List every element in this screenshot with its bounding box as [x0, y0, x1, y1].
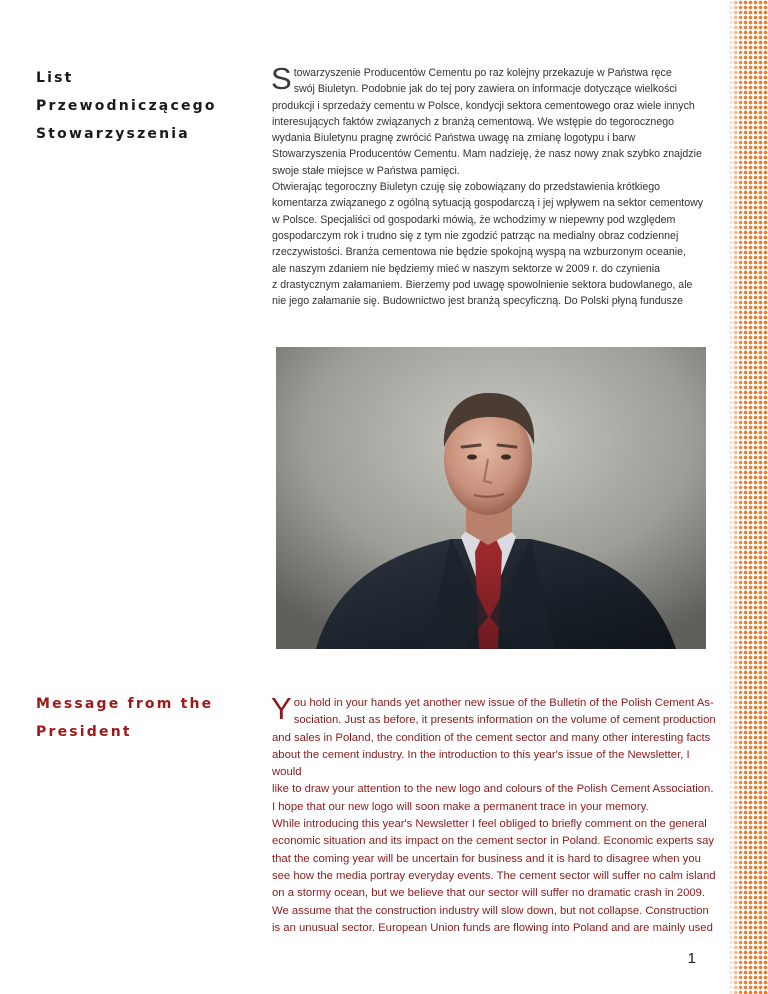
text-line: While introducing this year's Newsletter I feel obliged to briefly comment on the general	[272, 818, 707, 831]
text-line: like to draw your attention to the new logo and colours of the Polish Cement Association.	[272, 783, 714, 796]
text-line: nie jego załamanie się. Budownictwo jest branżą specyficzną. Do Polski płyną fundusze	[272, 295, 684, 308]
text-line: see how the media portray everyday events. The cement sector will suffer no calm island	[272, 869, 716, 882]
text-line: that the coming year will be uncertain for business and it is hard to disagree when you	[272, 852, 701, 865]
polish-heading-line-2: Stowarzyszenia	[36, 126, 190, 142]
text-line: interesujących faktów związanych z branżą cementową. We wstępie do tegorocznego	[272, 115, 674, 128]
text-line: sociation. Just as before, it presents information on the volume of cement production	[293, 714, 716, 727]
text-line: Stowarzyszenia Producentów Cementu. Mam nadzieję, że nasz nowy znak szybko znajdzie	[272, 148, 702, 161]
polish-lines	[271, 61, 712, 309]
president-portrait	[276, 347, 706, 649]
text-line: Otwierając tegoroczny Biuletyn czuję się zobowiązany do przedstawienia krótkiego	[272, 181, 661, 194]
text-line: ale naszym zdaniem nie będziemy mieć w naszym sektorze w 2009 r. do czynienia	[272, 262, 661, 275]
text-line: swoje stałe miejsce w Państwa pamięci.	[272, 164, 460, 177]
english-dropcap: Y	[271, 691, 292, 726]
polish-heading-line-1: List Przewodniczącego	[36, 70, 217, 114]
text-line: is an unusual sector. European Union funds are flowing into Poland and are mainly used	[272, 921, 713, 934]
polish-heading	[36, 64, 256, 148]
text-line: komentarza związanego z ogólną sytuacją gospodarczą i jej wpływem na sektor cementowy	[272, 197, 704, 210]
english-heading-line-1: Message from the	[36, 696, 214, 712]
text-line: towarzyszenie Producentów Cementu po raz kolejny przekazuje w Państwa ręce	[293, 67, 672, 79]
text-line: wydania Biuletynu pragnę zwrócić Państwa uwagę na zmianę logotypu i barw	[272, 132, 636, 145]
text-line: swój Biuletyn. Podobnie jak do tej pory zawiera on informacje dotyczące wielkości	[293, 83, 678, 96]
page-number: 1	[687, 950, 696, 967]
halftone-decorative-stripe	[728, 0, 768, 994]
text-line: z drastycznym załamaniem. Bierzemy pod uwagę spowolnienie sektora budowlanego, ale	[272, 278, 693, 291]
text-line: rzeczywistości. Branża cementowa nie będzie spokojną wyspą na wzburzonym oceanie,	[272, 246, 686, 259]
english-heading-line-2: President	[36, 724, 132, 740]
english-lines	[271, 691, 722, 937]
text-line: gospodarczym rok i trudno się z tym nie zgodzić patrząc na medialny obraz codziennej	[272, 229, 679, 242]
text-line: w Polsce. Specjaliści od gospodarki mówią, że wchodzimy w niepewny pod względem	[272, 213, 676, 226]
polish-letter-body	[271, 61, 712, 309]
polish-dropcap: S	[271, 61, 292, 96]
text-line: on a stormy ocean, but we believe that our sector will suffer no dramatic crash in 2009.	[272, 887, 706, 900]
english-heading	[36, 690, 256, 746]
text-line: produkcji i sprzedaży cementu w Polsce, kondycji sektora cementowego oraz wiele innych	[272, 99, 695, 112]
text-line: We assume that the construction industry will slow down, but not collapse. Construction	[272, 904, 709, 917]
text-line: ou hold in your hands yet another new issue of the Bulletin of the Polish Cement As-	[293, 697, 714, 709]
text-line: about the cement industry. In the introduction to this year's issue of the Newsletter, I would	[272, 748, 690, 779]
text-line: economic situation and its impact on the cement sector in Poland. Economic experts say	[272, 835, 715, 848]
english-letter-body	[271, 691, 722, 937]
text-line: and sales in Poland, the condition of the cement sector and many other interesting facts	[272, 731, 711, 744]
text-line: I hope that our new logo will soon make a permanent trace in your memory.	[272, 800, 649, 813]
